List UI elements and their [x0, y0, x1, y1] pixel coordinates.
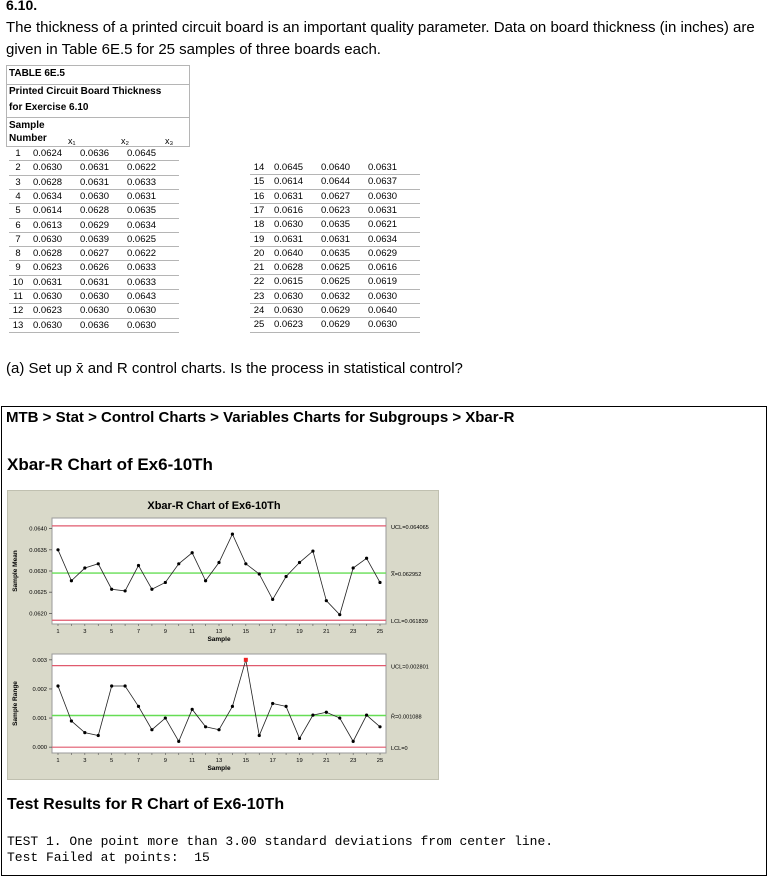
- table-sample-number: 11: [13, 291, 23, 302]
- table-label: TABLE 6E.5: [9, 68, 65, 79]
- table-cell-x1: 0.0623: [274, 319, 304, 331]
- test-results-heading: Test Results for R Chart of Ex6-10Th: [7, 796, 285, 813]
- table-caption-line2: for Exercise 6.10: [9, 102, 89, 113]
- table-cell-x2: 0.0631: [80, 176, 110, 188]
- data-point: [177, 562, 180, 565]
- table-cell-x2: 0.0635: [321, 247, 351, 259]
- table-row-rule: [9, 232, 179, 233]
- data-point: [325, 711, 328, 714]
- chart-heading: Xbar-R Chart of Ex6-10Th: [7, 455, 213, 474]
- table-row-rule: [9, 275, 179, 276]
- table-cell-x1: 0.0630: [33, 291, 63, 302]
- x-tick-label: 9: [163, 629, 167, 635]
- data-point: [56, 548, 59, 551]
- y-tick-label: 0.001: [32, 716, 47, 723]
- data-point: [123, 589, 126, 592]
- table-sample-number: 22: [253, 276, 265, 288]
- x-tick-label: 7: [136, 629, 141, 635]
- table-cell-x3: 0.0633: [127, 176, 157, 188]
- table-cell-x1: 0.0628: [274, 262, 304, 274]
- table-cell-x2: 0.0625: [321, 276, 351, 288]
- x-tick-label: 15: [242, 758, 250, 764]
- table-row-rule: [250, 274, 420, 275]
- table-cell-x2: 0.0644: [321, 176, 351, 188]
- table-sample-number: 8: [15, 248, 21, 260]
- data-point: [231, 705, 234, 708]
- table-cell-x1: 0.0630: [33, 162, 63, 174]
- data-point: [83, 566, 86, 569]
- y-axis-label: Sample Range: [12, 681, 19, 726]
- y-tick-label: 0.0635: [29, 547, 47, 554]
- x-tick-label: 23: [349, 758, 357, 764]
- table-cell-x3: 0.0619: [368, 276, 398, 288]
- table-cell-x2: 0.0636: [80, 319, 110, 331]
- data-point: [284, 575, 287, 578]
- center-label: X̿=0.062952: [391, 572, 422, 579]
- data-point: [164, 716, 167, 719]
- table-sample-number: 10: [12, 276, 24, 288]
- table-cell-x3: 0.0637: [368, 176, 398, 188]
- data-point: [56, 684, 59, 687]
- table-cell-x1: 0.0630: [274, 305, 304, 316]
- table-row-rule: [250, 332, 420, 333]
- table-sample-number: 17: [253, 204, 265, 216]
- table-cell-x2: 0.0629: [321, 319, 351, 331]
- table-sample-number: 19: [253, 233, 265, 245]
- table-col-x2: x₂: [121, 136, 129, 146]
- table-cell-x2: 0.0631: [80, 276, 110, 288]
- table-cell-x2: 0.0630: [80, 190, 110, 202]
- data-point: [191, 551, 194, 554]
- table-cell-x3: 0.0635: [127, 205, 157, 217]
- table-cell-x3: 0.0630: [127, 305, 157, 317]
- table-cell-x3: 0.0622: [127, 248, 157, 260]
- data-point: [204, 579, 207, 582]
- data-point: [204, 725, 207, 728]
- data-point: [258, 572, 261, 575]
- table-cell-x3: 0.0625: [127, 233, 157, 245]
- problem-statement: The thickness of a printed circuit board is an important quality parameter. Data on board thickness (in inches) are given in Table 6E.5 for 25 samples of three boards each.: [6, 19, 755, 58]
- table-cell-x1: 0.0628: [33, 248, 63, 260]
- table-cell-x1: 0.0634: [33, 190, 63, 202]
- table-cell-x1: 0.0630: [33, 233, 63, 245]
- table-row-rule: [250, 189, 420, 190]
- table-sample-number: 20: [253, 247, 265, 259]
- table-cell-x3: 0.0630: [368, 319, 398, 331]
- x-tick-label: 5: [110, 758, 114, 764]
- data-point: [271, 702, 274, 705]
- table-cell-x1: 0.0623: [33, 262, 63, 274]
- table-cell-x2: 0.0629: [80, 219, 110, 231]
- x-tick-label: 13: [215, 629, 223, 635]
- x-tick-label: 25: [376, 758, 384, 764]
- data-point: [325, 599, 328, 602]
- lcl-label: LCL=0: [391, 746, 408, 753]
- x-tick-label: 11: [189, 758, 196, 764]
- center-label: R̄=0.001088: [391, 714, 422, 721]
- y-tick-label: 0.0640: [29, 526, 47, 533]
- table-sample-number: 5: [15, 205, 21, 217]
- x-tick-label: 1: [56, 758, 60, 764]
- chart-title: Xbar-R Chart of Ex6-10Th: [147, 500, 281, 512]
- x-tick-label: 3: [83, 758, 87, 764]
- table-caption-box: [6, 65, 190, 147]
- data-point: [97, 734, 100, 737]
- table-row-rule: [9, 218, 179, 219]
- table-sample-number: 25: [253, 319, 265, 331]
- table-cell-x2: 0.0629: [321, 305, 351, 316]
- data-point: [70, 719, 73, 722]
- table-cell-x3: 0.0631: [368, 162, 398, 173]
- x-axis-label: Sample: [207, 765, 231, 772]
- table-col-x3: x₃: [165, 136, 174, 146]
- table-row-rule: [9, 332, 179, 333]
- table-sample-number: 15: [253, 176, 265, 188]
- table-sample-number: 1: [15, 148, 21, 159]
- data-point: [338, 716, 341, 719]
- data-point: [244, 562, 247, 565]
- table-cell-x2: 0.0627: [321, 190, 351, 202]
- table-row-rule: [250, 203, 420, 204]
- lcl-label: LCL=0.061839: [391, 619, 428, 626]
- x-tick-label: 5: [110, 629, 114, 635]
- x-tick-label: 7: [136, 758, 141, 764]
- data-point: [352, 740, 355, 743]
- table-cell-x3: 0.0640: [368, 305, 398, 316]
- data-point: [365, 714, 368, 717]
- table-sample-number: 18: [253, 219, 265, 231]
- table-cell-x2: 0.0636: [80, 148, 110, 159]
- table-cell-x1: 0.0630: [274, 290, 304, 302]
- y-tick-label: 0.003: [32, 657, 47, 664]
- table-cell-x3: 0.0631: [127, 190, 157, 202]
- table-row-rule: [250, 232, 420, 233]
- data-point: [231, 533, 234, 536]
- data-point: [271, 598, 274, 601]
- table-cell-x1: 0.0631: [274, 233, 304, 245]
- table-cell-x2: 0.0635: [321, 219, 351, 231]
- table-cell-x3: 0.0634: [127, 219, 157, 231]
- table-cell-x1: 0.0616: [274, 204, 304, 216]
- table-cell-x3: 0.0621: [368, 219, 398, 231]
- x-tick-label: 15: [242, 629, 250, 635]
- minitab-menu-path: MTB > Stat > Control Charts > Variables Charts for Subgroups > Xbar-R: [6, 409, 515, 426]
- table-cell-x3: 0.0633: [127, 262, 157, 274]
- table-sample-number: 9: [15, 262, 21, 274]
- y-tick-label: 0.0625: [29, 590, 47, 597]
- data-point: [123, 684, 126, 687]
- x-tick-label: 3: [83, 629, 87, 635]
- table-row-rule: [250, 289, 420, 290]
- x-tick-label: 25: [376, 629, 384, 635]
- table-row-rule: [250, 303, 420, 304]
- table-sample-number: 13: [12, 319, 24, 331]
- table-cell-x1: 0.0628: [33, 176, 63, 188]
- table-row-rule: [250, 260, 420, 261]
- table-cell-x3: 0.0616: [368, 262, 398, 274]
- table-row-rule: [9, 246, 179, 247]
- data-point: [378, 581, 381, 584]
- table-cell-x2: 0.0630: [80, 291, 110, 302]
- data-point: [258, 734, 261, 737]
- table-cell-x3: 0.0645: [127, 148, 157, 159]
- x-tick-label: 21: [323, 629, 330, 635]
- data-point: [150, 728, 153, 731]
- table-row-rule: [9, 189, 179, 190]
- data-point: [298, 561, 301, 564]
- data-point: [311, 549, 314, 552]
- table-cell-x2: 0.0631: [80, 162, 110, 174]
- data-point: [284, 705, 287, 708]
- table-cell-x2: 0.0623: [321, 204, 351, 216]
- exercise-number: 6.10.: [6, 0, 38, 13]
- table-cell-x1: 0.0615: [274, 276, 304, 288]
- table-row-rule: [250, 217, 420, 218]
- table-cell-x2: 0.0627: [80, 248, 110, 260]
- table-row-rule: [9, 175, 179, 176]
- range-plot-area: [52, 654, 386, 753]
- table-cell-x2: 0.0632: [321, 290, 351, 302]
- test-result-line1: TEST 1. One point more than 3.00 standard deviations from center line.: [7, 834, 554, 849]
- data-point: [365, 557, 368, 560]
- data-point: [83, 731, 86, 734]
- table-cell-x2: 0.0630: [80, 305, 110, 317]
- data-point: [110, 684, 113, 687]
- table-cell-x3: 0.0630: [368, 190, 398, 202]
- xbar-r-chart-frame: [7, 490, 439, 780]
- table-cell-x1: 0.0630: [274, 219, 304, 231]
- y-tick-label: 0.0630: [29, 569, 47, 575]
- data-point: [150, 588, 153, 591]
- table-row-rule: [9, 303, 179, 304]
- data-point: [137, 564, 140, 567]
- table-sample-number: 4: [15, 190, 21, 202]
- x-tick-label: 9: [163, 758, 167, 764]
- table-cell-x3: 0.0631: [368, 204, 398, 216]
- table-cell-x2: 0.0628: [80, 205, 110, 217]
- table-cell-x1: 0.0640: [274, 247, 304, 259]
- table-cell-x2: 0.0639: [80, 233, 110, 245]
- data-point: [378, 725, 381, 728]
- y-tick-label: 0.000: [32, 745, 47, 752]
- table-sample-number: 14: [253, 162, 265, 173]
- x-tick-label: 23: [349, 629, 357, 635]
- question-part-a: (a) Set up x̄ and R control charts. Is the process in statistical control?: [6, 360, 463, 377]
- table-cell-x3: 0.0634: [368, 233, 398, 245]
- table-sample-number: 24: [253, 305, 265, 316]
- table-cell-x1: 0.0631: [33, 276, 63, 288]
- table-row-rule: [250, 317, 420, 318]
- y-axis-label: Sample Mean: [12, 550, 19, 592]
- data-point: [164, 581, 167, 584]
- flagged-point: [244, 658, 248, 662]
- data-point: [338, 613, 341, 616]
- table-header-sample: Sample: [9, 120, 45, 131]
- xbar-r-chart: [8, 491, 440, 781]
- x-tick-label: 19: [296, 629, 303, 635]
- x-axis-label: Sample: [207, 636, 231, 643]
- data-point: [177, 740, 180, 743]
- table-row-rule: [9, 260, 179, 261]
- table-row-rule: [250, 174, 420, 175]
- data-point: [97, 562, 100, 565]
- table-cell-x3: 0.0630: [127, 319, 157, 331]
- table-cell-x1: 0.0624: [33, 148, 63, 159]
- data-point: [298, 737, 301, 740]
- table-row-rule: [250, 246, 420, 247]
- test-result-line2: Test Failed at points: 15: [7, 850, 210, 865]
- x-tick-label: 11: [189, 629, 196, 635]
- table-cell-x3: 0.0630: [368, 290, 398, 302]
- data-point: [352, 566, 355, 569]
- table-sample-number: 23: [253, 290, 265, 302]
- table-sample-number: 3: [15, 176, 21, 188]
- ucl-label: UCL=0.002801: [391, 664, 429, 671]
- table-caption-line1: Printed Circuit Board Thickness: [9, 86, 162, 97]
- table-cell-x2: 0.0626: [80, 262, 110, 274]
- table-cell-x1: 0.0631: [274, 190, 304, 202]
- table-row-rule: [9, 203, 179, 204]
- table-sample-number: 2: [15, 162, 21, 174]
- table-cell-x2: 0.0640: [321, 162, 351, 173]
- data-point: [217, 728, 220, 731]
- table-cell-x3: 0.0633: [127, 276, 157, 288]
- table-row-rule: [9, 160, 179, 161]
- table-cell-x1: 0.0614: [33, 205, 63, 217]
- table-cell-x1: 0.0614: [274, 176, 304, 188]
- table-cell-x2: 0.0631: [321, 233, 351, 245]
- table-sample-number: 12: [12, 305, 24, 317]
- ucl-label: UCL=0.064065: [391, 524, 429, 531]
- data-point: [137, 705, 140, 708]
- table-cell-x3: 0.0622: [127, 162, 157, 174]
- x-tick-label: 1: [56, 629, 60, 635]
- table-cell-x1: 0.0623: [33, 305, 63, 317]
- table-header-number: Number: [9, 133, 47, 144]
- table-cell-x2: 0.0625: [321, 262, 351, 274]
- data-point: [217, 561, 220, 564]
- y-tick-label: 0.002: [32, 686, 47, 693]
- x-tick-label: 17: [269, 629, 276, 635]
- table-cell-x3: 0.0629: [368, 247, 398, 259]
- table-sample-number: 16: [253, 190, 265, 202]
- x-tick-label: 17: [269, 758, 276, 764]
- x-tick-label: 19: [296, 758, 303, 764]
- table-sample-number: 7: [15, 233, 21, 245]
- data-point: [311, 714, 314, 717]
- x-tick-label: 13: [215, 758, 223, 764]
- table-sample-number: 6: [15, 219, 21, 231]
- table-cell-x1: 0.0645: [274, 162, 304, 173]
- table-row-rule: [9, 289, 179, 290]
- x-tick-label: 21: [323, 758, 330, 764]
- data-point: [191, 708, 194, 711]
- table-cell-x1: 0.0630: [33, 319, 63, 331]
- table-row-rule: [9, 318, 179, 319]
- table-cell-x3: 0.0643: [127, 291, 157, 302]
- table-cell-x1: 0.0613: [33, 219, 63, 231]
- data-point: [110, 588, 113, 591]
- table-col-x1: x₁: [68, 136, 76, 146]
- data-point: [70, 579, 73, 582]
- y-tick-label: 0.0620: [29, 611, 47, 618]
- table-sample-number: 21: [253, 262, 265, 274]
